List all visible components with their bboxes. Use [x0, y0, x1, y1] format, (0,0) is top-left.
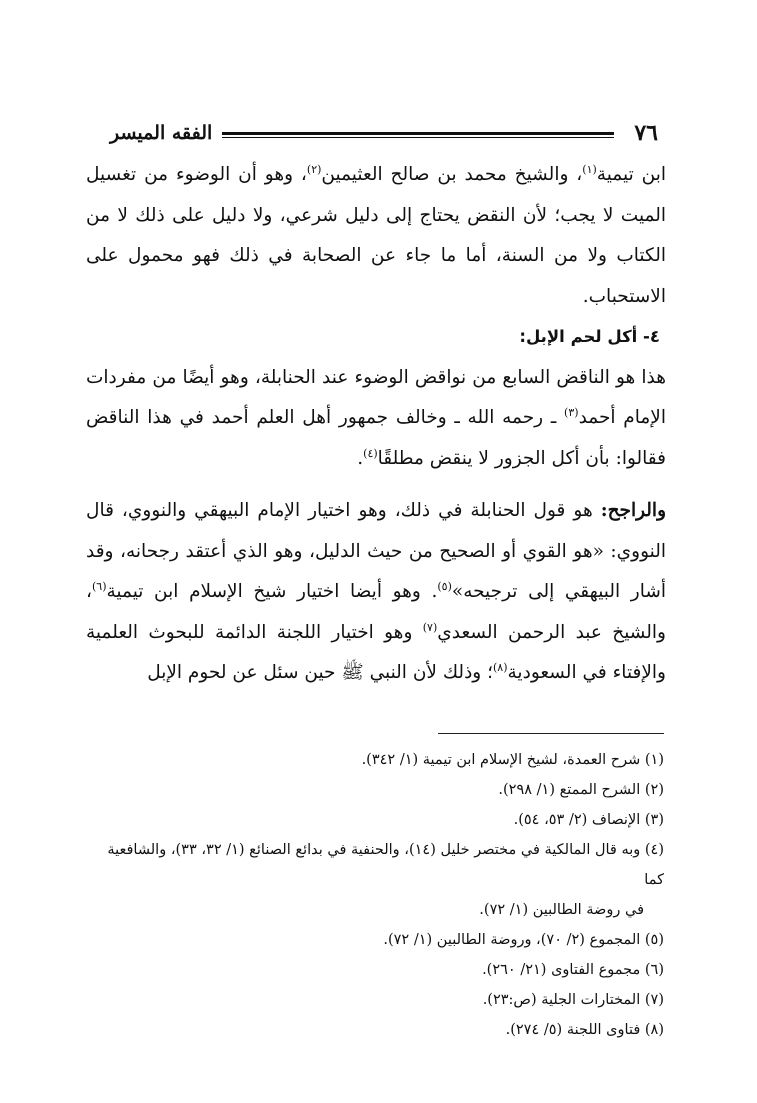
footnote-ref-3[interactable]: (٣): [564, 405, 579, 419]
paragraph-1: [86, 155, 666, 317]
footnote-2: (٢) الشرح الممتع (١/ ٢٩٨).: [498, 782, 664, 798]
footnote-3: (٣) الإنصاف (٢/ ٥٣، ٥٤).: [513, 812, 664, 828]
text-run: . وهو أيضا اختيار شيخ الإسلام ابن تيمية: [106, 581, 438, 602]
footnote-7: (٧) المختارات الجلية (ص:٢٣).: [482, 992, 664, 1008]
footnote-1: (١) شرح العمدة، لشيخ الإسلام ابن تيمية (١/ ٣٤٢).: [361, 752, 664, 768]
paragraph-spacer: [86, 479, 666, 491]
paragraph-2: [86, 358, 666, 480]
footnote-6: (٦) مجموع الفتاوى (٢١/ ٢٦٠).: [482, 962, 664, 978]
footnote-5: (٥) المجموع (٢/ ٧٠)، وروضة الطالبين (١/ ٧٢).: [383, 932, 664, 948]
footnote-4-continuation: في روضة الطالبين (١/ ٧٢).: [479, 902, 644, 918]
conclusion-label: والراجح:: [600, 500, 666, 521]
text-run: .: [357, 447, 364, 469]
footnote-4: (٤) وبه قال المالكية في مختصر خليل (١٤)، والحنفية في بدائع الصنائع (١/ ٣٢، ٣٣)، والشافعية كما: [107, 842, 664, 888]
page-header: [110, 118, 658, 148]
footnote-ref-6[interactable]: (٦): [91, 579, 107, 593]
footnote-ref-5[interactable]: (٥): [437, 579, 452, 593]
text-run: ، والشيخ عبد الرحمن السعدي: [86, 581, 666, 643]
footnote-ref-4[interactable]: (٤): [363, 446, 378, 460]
footnote-ref-1[interactable]: (١): [582, 162, 597, 176]
footnote-ref-7[interactable]: (٧): [422, 620, 438, 634]
book-title: الفقه الميسر: [110, 122, 213, 144]
text-run: هو قول الحنابلة في ذلك، وهو اختيار الإمام البيهقي والنووي، قال النووي: «هو القوي أو الصحيح من حيث الدليل، وهو الذي أعتقد رجحانه، وقد أشار البيهقي إلى ترجيحه»: [86, 500, 666, 602]
footnotes: [86, 745, 664, 1045]
paragraph-3: [86, 491, 666, 694]
text-run: ، وهو أن الوضوء من تغسيل الميت لا يجب؛ لأن النقض يحتاج إلى دليل شرعي، ولا دليل على ذلك لا من الكتاب ولا من السنة، أما ما جاء عن الصحابة في ذلك فهو محمول على الاستحباب.: [86, 164, 666, 307]
text-run: ؛ وذلك لأن النبي ﷺ حين سئل عن لحوم الإبل: [147, 662, 493, 683]
footnote-8: (٨) فتاوى اللجنة (٥/ ٢٧٤).: [505, 1022, 664, 1038]
footnote-ref-8[interactable]: (٨): [493, 660, 508, 674]
section-heading: ٤- أكل لحم الإبل:: [519, 327, 660, 346]
footnote-ref-2[interactable]: (٢): [306, 162, 322, 176]
text-run: وهو اختيار اللجنة الدائمة للبحوث العلمية والإفتاء في السعودية: [86, 621, 666, 683]
text-run: هذا هو الناقض السابع من نواقض الوضوء عند الحنابلة، وهو أيضًا من مفردات الإمام أحمد: [86, 366, 666, 428]
text-run: ابن تيمية: [596, 164, 666, 185]
main-text: [86, 155, 666, 715]
footnote-separator: [438, 733, 664, 734]
text-run: ، والشيخ محمد بن صالح العثيمين: [321, 164, 583, 185]
text-run: ـ رحمه الله ـ وخالف جمهور أهل العلم أحمد في هذا الناقض فقالوا: بأن أكل الجزور لا ينقض مطلقًا: [86, 407, 666, 469]
page-number: ٧٦: [634, 120, 658, 146]
header-rule: [222, 132, 614, 135]
